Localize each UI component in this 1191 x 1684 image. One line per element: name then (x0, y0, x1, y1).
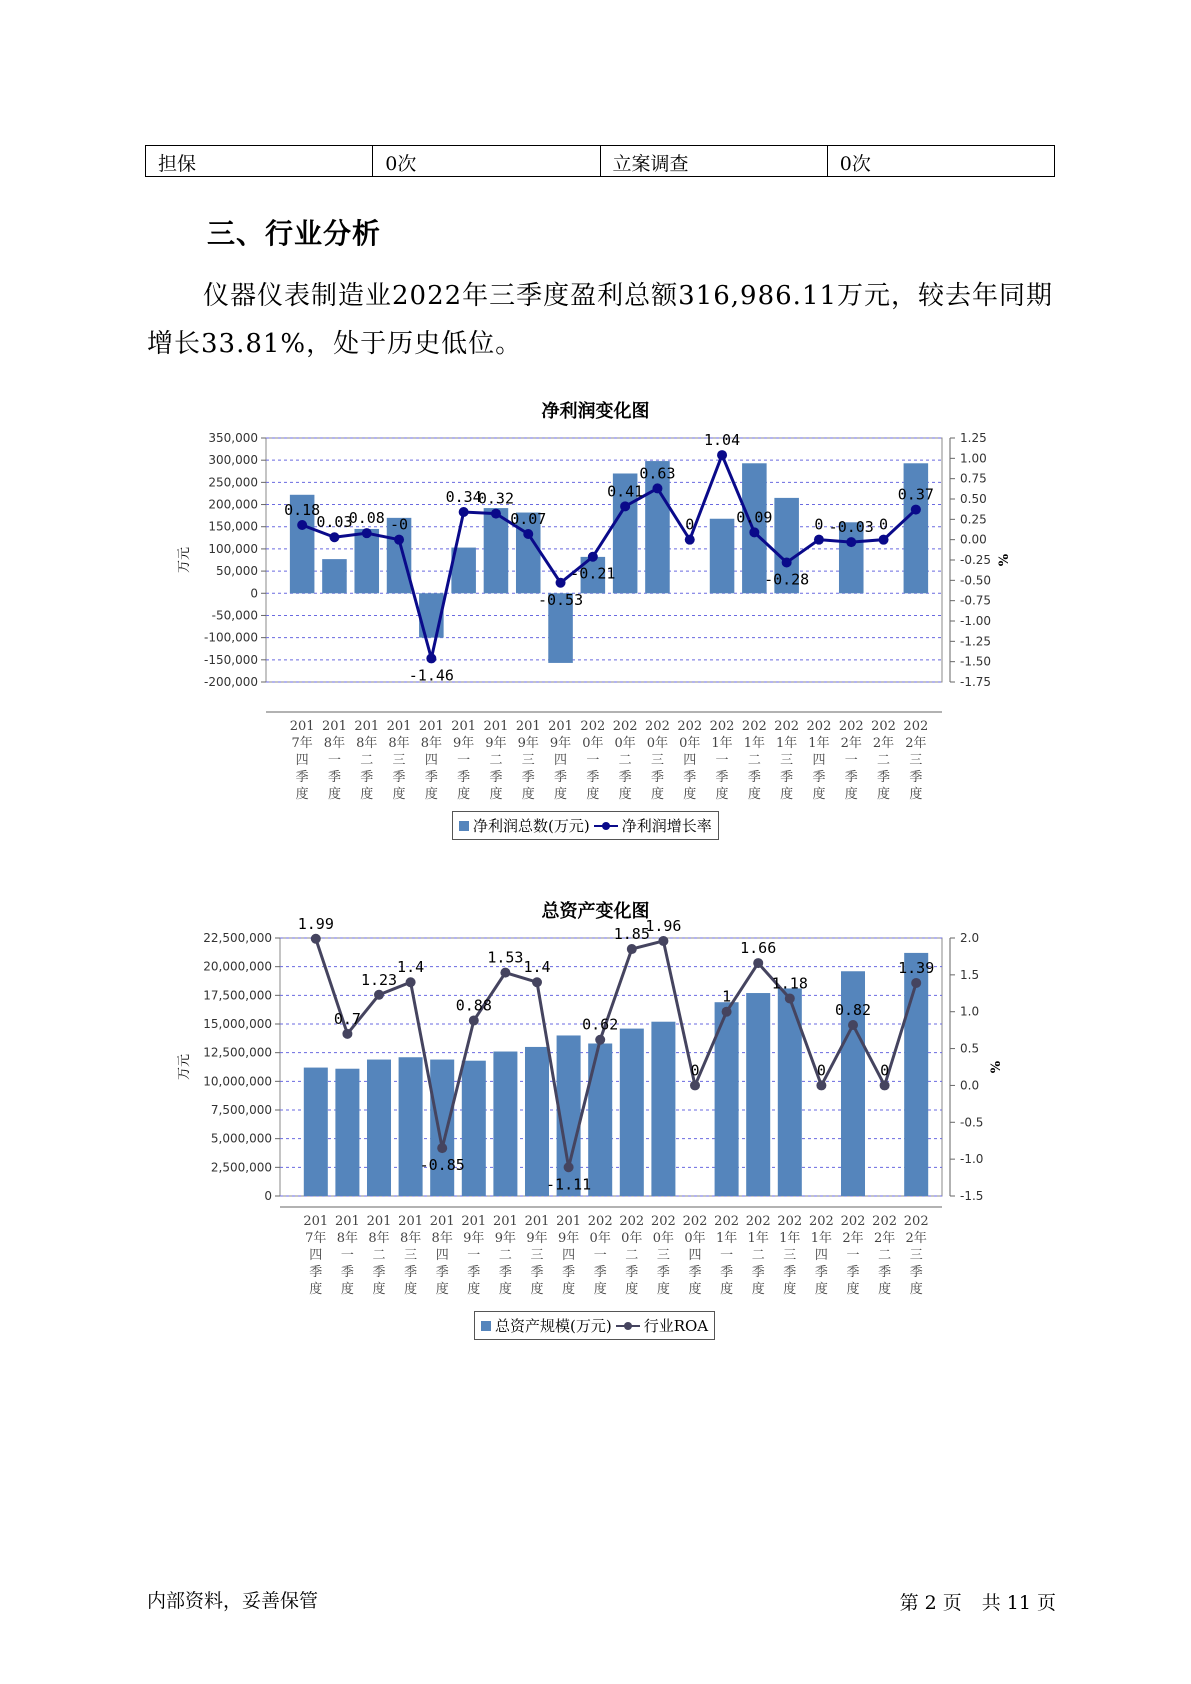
data-label: -0.85 (419, 1156, 465, 1175)
y-left-axis-label: 万元 (177, 546, 192, 574)
x-tick-label: 202 1年四季度 (808, 1214, 834, 1297)
x-tick-label: 202 2年二季度 (871, 719, 896, 802)
data-label: 0.07 (510, 509, 547, 528)
data-label: 1.96 (645, 916, 682, 935)
data-label: -1.46 (408, 666, 454, 685)
y-right-tick-label: 0.00 (960, 532, 987, 547)
y-right-tick-label: 0.0 (960, 1078, 980, 1093)
data-label: 0.34 (445, 488, 482, 507)
line-point (690, 1080, 700, 1090)
line-point (311, 934, 321, 944)
y-left-tick-label: 300,000 (208, 453, 258, 468)
bar (710, 519, 735, 594)
page-unit: 页 (942, 1592, 962, 1614)
bar (430, 1060, 454, 1196)
line-point (620, 501, 630, 511)
y-right-axis-label: % (997, 553, 1012, 567)
line-point (297, 520, 307, 530)
y-right-tick-label: 0.50 (960, 492, 987, 506)
data-label: 0.09 (736, 508, 773, 527)
line-point (556, 578, 566, 588)
data-label: -0 (390, 515, 409, 534)
data-label: 0.62 (582, 1015, 619, 1034)
net-profit-chart (0, 420, 1191, 840)
data-label: -0.53 (537, 590, 584, 609)
data-label: 1.99 (297, 914, 334, 933)
x-tick-label: 202 1年一季度 (714, 1214, 740, 1297)
line-point (500, 968, 510, 978)
y-right-tick-label: 1.5 (960, 967, 980, 982)
bar (904, 953, 928, 1196)
line-point (814, 535, 824, 545)
line-point (362, 528, 372, 538)
x-tick-label: 202 0年三季度 (650, 1214, 676, 1297)
bar (588, 1043, 612, 1196)
x-tick-label: 201 8年二季度 (354, 719, 380, 802)
line-point (652, 483, 662, 493)
x-tick-label: 201 9年一季度 (451, 719, 477, 802)
y-left-tick-label: 150,000 (208, 519, 258, 534)
line-point (469, 1016, 479, 1026)
x-tick-label: 202 0年四季度 (682, 1214, 708, 1297)
x-tick-label: 202 2年一季度 (838, 719, 864, 802)
y-right-tick-label: -1.50 (960, 654, 992, 669)
table-cell: 立案调查 (600, 146, 827, 177)
line-point (342, 1029, 352, 1039)
data-label: -0.21 (570, 564, 616, 583)
y-right-tick-label: 0.5 (960, 1041, 980, 1056)
info-table (145, 145, 1055, 177)
line-point (437, 1143, 447, 1153)
data-label: 1.85 (613, 925, 650, 944)
y-left-tick-label: 0 (264, 1189, 272, 1203)
bar (354, 529, 379, 593)
chart-title-total-assets: 总资产变化图 (541, 901, 650, 922)
y-left-tick-label: 5,000,000 (210, 1131, 272, 1146)
y-left-tick-label: -150,000 (204, 652, 258, 667)
x-tick-label: 201 8年四季度 (418, 719, 444, 802)
data-label: 1.4 (397, 958, 425, 977)
data-label: 0.08 (348, 509, 385, 528)
analysis-paragraph: 仪器仪表制造业2022年三季度盈利总额316,986.11万元，较去年同期增长33.81%，处于历史低位。 (147, 281, 1054, 359)
line-point (785, 993, 795, 1003)
line-point (749, 527, 759, 537)
y-left-tick-label: -100,000 (204, 630, 258, 645)
y-left-tick-label: 250,000 (208, 475, 258, 490)
y-left-tick-label: 20,000,000 (203, 959, 272, 974)
x-tick-label: 201 8年二季度 (366, 1214, 392, 1297)
line-point (658, 936, 668, 946)
data-label: 0.82 (834, 1000, 872, 1019)
y-right-tick-label: -1.00 (960, 614, 992, 628)
data-label: 0 (879, 515, 889, 534)
bar (493, 1052, 517, 1196)
data-label: 0.41 (607, 482, 644, 501)
line-point (816, 1080, 826, 1090)
y-left-tick-label: 100,000 (208, 541, 258, 556)
line-point (753, 958, 763, 968)
data-label: 1 (722, 987, 732, 1006)
legend-line-swatch (594, 821, 618, 831)
x-tick-label: 202 0年一季度 (587, 1214, 613, 1297)
y-right-tick-label: 2.0 (960, 931, 980, 945)
data-label: 0.37 (897, 485, 934, 504)
y-left-tick-label: 12,500,000 (203, 1045, 272, 1060)
line-point (426, 653, 436, 663)
line-point (329, 532, 339, 542)
y-right-tick-label: -0.50 (960, 573, 992, 588)
chart-title-net-profit: 净利润变化图 (541, 401, 650, 422)
total-prefix: 共 (981, 1592, 1001, 1614)
y-left-tick-label: 2,500,000 (210, 1160, 272, 1175)
data-label: 0 (880, 1061, 890, 1080)
table-cell: 0次 (373, 146, 600, 177)
legend-bar-swatch (459, 821, 469, 831)
y-left-axis-label: 万元 (177, 1053, 192, 1081)
legend-line-label: 行业ROA (643, 1317, 709, 1335)
x-tick-label: 201 8年四季度 (429, 1214, 455, 1297)
x-tick-label: 202 2年二季度 (872, 1214, 898, 1297)
y-right-tick-label: -1.25 (960, 634, 992, 649)
x-tick-label: 201 9年三季度 (524, 1214, 550, 1297)
x-tick-label: 201 9年四季度 (556, 1214, 582, 1297)
bar (399, 1057, 423, 1196)
x-tick-label: 201 8年三季度 (386, 719, 412, 802)
bar (484, 508, 509, 593)
legend-bar-label: 总资产规模(万元) (495, 1317, 612, 1335)
line-point (880, 1080, 890, 1090)
x-tick-label: 201 7年四季度 (303, 1214, 329, 1297)
line-point (491, 509, 501, 519)
x-tick-label: 202 1年二季度 (741, 719, 767, 802)
line-point (848, 1020, 858, 1030)
y-left-tick-label: 17,500,000 (203, 988, 272, 1003)
line-point (394, 535, 404, 545)
bar (620, 1029, 644, 1196)
line-point (685, 535, 695, 545)
page-number (880, 1588, 1056, 1615)
x-tick-label: 202 1年一季度 (709, 719, 735, 802)
y-right-tick-label: -0.5 (960, 1115, 984, 1130)
x-tick-label: 202 0年三季度 (645, 719, 670, 802)
y-right-tick-label: 1.0 (960, 1004, 980, 1019)
y-left-tick-label: 7,500,000 (210, 1103, 272, 1117)
y-left-tick-label: 15,000,000 (203, 1017, 272, 1031)
x-tick-label: 202 0年一季度 (580, 719, 606, 802)
x-tick-label: 201 9年二季度 (492, 1214, 518, 1297)
y-right-tick-label: -1.75 (960, 675, 992, 689)
line-point (782, 557, 792, 567)
line-point (846, 537, 856, 547)
table-row (146, 146, 1055, 177)
y-right-tick-label: 0.25 (960, 512, 987, 527)
x-tick-label: 202 0年二季度 (612, 719, 638, 802)
line-point (459, 507, 469, 517)
bar (746, 993, 770, 1196)
y-left-tick-label: 50,000 (216, 564, 258, 579)
x-tick-label: 201 8年一季度 (334, 1214, 360, 1297)
legend-line-label: 净利润增长率 (621, 817, 712, 835)
y-right-tick-label: 1.00 (960, 451, 987, 466)
legend-total-assets (474, 1311, 715, 1340)
data-label: 0.18 (284, 501, 321, 520)
x-tick-label: 201 7年四季度 (289, 719, 315, 802)
total-unit: 页 (1036, 1592, 1056, 1614)
data-label: 1.66 (740, 939, 777, 958)
footer-note: 内部资料，妥善保管 (147, 1590, 319, 1612)
y-left-tick-label: 22,500,000 (203, 931, 272, 945)
line-point (595, 1035, 605, 1045)
bar (304, 1068, 328, 1196)
data-label: 1.18 (771, 974, 808, 993)
data-label: 1.4 (523, 958, 551, 977)
x-tick-label: 202 1年二季度 (745, 1214, 771, 1297)
data-label: -0.03 (828, 518, 874, 537)
bar (322, 559, 347, 593)
data-label: 1.04 (703, 431, 741, 450)
line-point (911, 505, 921, 515)
bar (904, 463, 929, 593)
bar (462, 1061, 486, 1196)
legend-net-profit (452, 811, 719, 840)
data-label: 0.03 (316, 513, 353, 532)
bar (651, 1022, 675, 1196)
data-label: 0.63 (639, 464, 676, 483)
x-tick-label: 202 1年三季度 (777, 1214, 803, 1297)
line-point (879, 535, 889, 545)
y-left-tick-label: -200,000 (204, 675, 258, 689)
x-tick-label: 202 2年三季度 (903, 719, 929, 802)
line-point (532, 977, 542, 987)
total-assets-chart (0, 914, 1191, 1340)
data-label: 0 (685, 515, 695, 534)
line-point (717, 450, 727, 460)
x-tick-label: 202 0年二季度 (619, 1214, 645, 1297)
y-left-tick-label: 0 (250, 586, 258, 601)
legend-bar-label: 净利润总数(万元) (473, 817, 590, 835)
x-tick-label: 202 2年三季度 (903, 1214, 929, 1297)
data-label: -1.11 (546, 1175, 592, 1194)
total-num: 11 (1006, 1592, 1031, 1614)
line-point (911, 978, 921, 988)
data-label: 0.7 (333, 1009, 361, 1028)
y-right-tick-label: 0.75 (960, 471, 987, 486)
data-label: 0 (814, 515, 824, 534)
x-tick-label: 201 8年一季度 (322, 719, 347, 802)
y-left-tick-label: -50,000 (211, 608, 258, 623)
data-label: 0 (816, 1061, 826, 1080)
line-point (627, 944, 637, 954)
line-point (588, 552, 598, 562)
y-right-tick-label: -1.0 (960, 1152, 984, 1167)
line-point (374, 990, 384, 1000)
y-left-tick-label: 200,000 (208, 497, 258, 512)
data-label: 0 (690, 1061, 700, 1080)
section-title: 三、行业分析 (207, 217, 382, 250)
data-label: 1.53 (487, 948, 524, 967)
bar (367, 1060, 391, 1196)
data-label: 1.23 (360, 970, 398, 989)
x-tick-label: 202 2年一季度 (840, 1214, 866, 1297)
x-tick-label: 202 1年三季度 (774, 719, 800, 802)
data-label: 0.88 (455, 996, 492, 1015)
data-label: 1.39 (898, 958, 935, 977)
page-num: 2 (924, 1592, 937, 1614)
legend-line-swatch (616, 1321, 640, 1331)
y-right-tick-label: -0.25 (960, 553, 992, 567)
y-right-tick-label: -0.75 (960, 593, 992, 608)
x-tick-label: 201 9年二季度 (483, 719, 509, 802)
page-prefix: 第 (899, 1592, 919, 1614)
bar (525, 1047, 549, 1196)
line-point (564, 1162, 574, 1172)
data-label: 0.32 (477, 489, 515, 508)
x-tick-label: 201 9年一季度 (461, 1214, 487, 1297)
x-tick-label: 201 8年三季度 (398, 1214, 424, 1297)
line-point (406, 977, 416, 987)
data-label: -0.28 (764, 570, 810, 589)
bar (335, 1069, 359, 1196)
x-tick-label: 201 9年三季度 (515, 719, 541, 802)
y-right-tick-label: -1.5 (960, 1189, 984, 1203)
y-left-tick-label: 10,000,000 (203, 1074, 272, 1089)
x-tick-label: 201 9年四季度 (548, 719, 573, 802)
table-cell: 担保 (146, 146, 373, 177)
table-cell: 0次 (827, 146, 1054, 177)
y-right-axis-label: % (989, 1060, 1004, 1074)
x-tick-label: 202 0年四季度 (677, 719, 703, 802)
y-right-tick-label: 1.25 (960, 431, 987, 445)
line-point (523, 529, 533, 539)
legend-bar-swatch (481, 1321, 491, 1331)
x-tick-label: 202 1年四季度 (806, 719, 832, 802)
line-point (722, 1007, 732, 1017)
y-left-tick-label: 350,000 (208, 431, 258, 445)
